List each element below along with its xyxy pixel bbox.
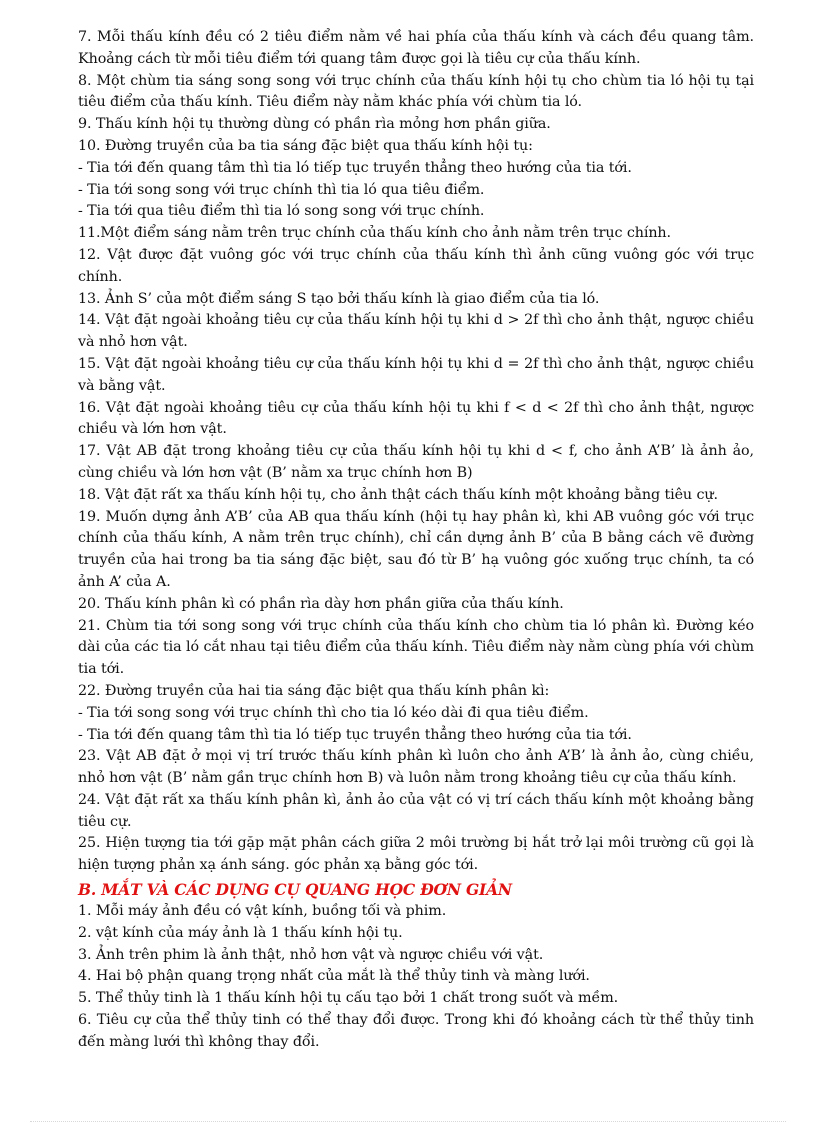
list-item: 19. Muốn dựng ảnh A’B’ của AB qua thấu kính (hội tụ hay phân kì, khi AB vuông góc với trục chính của thấu kính, A nằm trên trục chính), chỉ cần dựng ảnh B’ của B bằng cách vẽ đường truyền của hai trong ba tia sáng đặc biệt, sau đó từ B’ hạ vuông góc xuống trục chính, ta có ảnh A’ của A.	[78, 508, 754, 590]
list-item: 3. Ảnh trên phim là ảnh thật, nhỏ hơn vật và ngược chiều với vật.	[78, 946, 544, 963]
list-item: 5. Thể thủy tinh là 1 thấu kính hội tụ cấu tạo bởi 1 chất trong suốt và mềm.	[78, 990, 619, 1007]
document-body	[78, 27, 754, 1054]
list-item: 14. Vật đặt ngoài khoảng tiêu cự của thấu kính hội tụ khi d > 2f thì cho ảnh thật, ngược chiều và nhỏ hơn vật.	[78, 312, 754, 351]
list-item: - Tia tới đến quang tâm thì tia ló tiếp tục truyền thẳng theo hướng của tia tới.	[78, 159, 632, 176]
list-item: 11.Một điểm sáng nằm trên trục chính của thấu kính cho ảnh nằm trên trục chính.	[78, 225, 671, 242]
list-item: 1. Mỗi máy ảnh đều có vật kính, buồng tối và phim.	[78, 903, 447, 920]
list-item: 12. Vật được đặt vuông góc với trục chính của thấu kính thì ảnh cũng vuông góc với trục chính.	[78, 246, 754, 285]
list-item: - Tia tới song song với trục chính thì tia ló qua tiêu điểm.	[78, 181, 485, 198]
section-a-items	[78, 27, 754, 877]
list-item: 15. Vật đặt ngoài khoảng tiêu cự của thấu kính hội tụ khi d = 2f thì cho ảnh thật, ngược chiều và bằng vật.	[78, 355, 754, 394]
list-item: 6. Tiêu cự của thể thủy tinh có thể thay đổi được. Trong khi đó khoảng cách từ thể thủy tinh đến màng lưới thì không thay đổi.	[78, 1012, 754, 1050]
list-item: - Tia tới qua tiêu điểm thì tia ló song song với trục chính.	[78, 203, 485, 220]
list-item: 21. Chùm tia tới song song với trục chính của thấu kính cho chùm tia ló phân kì. Đường kéo dài của các tia ló cắt nhau tại tiêu điểm của thấu kính. Tiêu điểm này nằm cùng phía với chùm tia tới.	[78, 617, 754, 678]
list-item: 24. Vật đặt rất xa thấu kính phân kì, ảnh ảo của vật có vị trí cách thấu kính một khoảng bằng tiêu cự.	[78, 791, 754, 830]
list-item: 9. Thấu kính hội tụ thường dùng có phần rìa mỏng hơn phần giữa.	[78, 116, 551, 133]
list-item: 25. Hiện tượng tia tới gặp mặt phân cách giữa 2 môi trường bị hắt trở lại môi trường cũ gọi là hiện tượng phản xạ ánh sáng. góc phản xạ bằng góc tới.	[78, 835, 754, 874]
list-item: 4. Hai bộ phận quang trọng nhất của mắt là thể thủy tinh và màng lưới.	[78, 968, 590, 985]
list-item: 10. Đường truyền của ba tia sáng đặc biệt qua thấu kính hội tụ:	[78, 137, 533, 154]
list-item: 8. Một chùm tia sáng song song với trục chính của thấu kính hội tụ cho chùm tia ló hội tụ tại tiêu điểm của thấu kính. Tiêu điểm này nằm khác phía với chùm tia ló.	[78, 72, 754, 111]
section-b-heading: B. MẮT VÀ CÁC DỤNG CỤ QUANG HỌC ĐƠN GIẢN	[78, 880, 512, 900]
list-item: 16. Vật đặt ngoài khoảng tiêu cự của thấu kính hội tụ khi f < d < 2f thì cho ảnh thật, ngược chiều và lớn hơn vật.	[78, 399, 754, 438]
section-b-items	[78, 901, 754, 1054]
list-item: 23. Vật AB đặt ở mọi vị trí trước thấu kính phân kì luôn cho ảnh A’B’ là ảnh ảo, cùng chiều, nhỏ hơn vật (B’ nằm gần trục chính hơn B) và luôn nằm trong khoảng tiêu cự của thấu kính.	[78, 748, 754, 787]
list-item: 18. Vật đặt rất xa thấu kính hội tụ, cho ảnh thật cách thấu kính một khoảng bằng tiêu cự.	[78, 486, 718, 503]
list-item: - Tia tới đến quang tâm thì tia ló tiếp tục truyền thẳng theo hướng của tia tới.	[78, 726, 632, 743]
list-item: 22. Đường truyền của hai tia sáng đặc biệt qua thấu kính phân kì:	[78, 682, 550, 699]
list-item: 20. Thấu kính phân kì có phần rìa dày hơn phần giữa của thấu kính.	[78, 595, 564, 612]
page-footer-divider	[30, 1121, 786, 1122]
list-item: 7. Mỗi thấu kính đều có 2 tiêu điểm nằm về hai phía của thấu kính và cách đều quang tâm. Khoảng cách từ mỗi tiêu điểm tới quang tâm được gọi là tiêu cự của thấu kính.	[78, 29, 754, 67]
list-item: 13. Ảnh S’ của một điểm sáng S tạo bởi thấu kính là giao điểm của tia ló.	[78, 290, 600, 307]
list-item: 17. Vật AB đặt trong khoảng tiêu cự của thấu kính hội tụ khi d < f, cho ảnh A’B’ là ảnh ảo, cùng chiều và lớn hơn vật (B’ nằm xa trục chính hơn B)	[78, 443, 754, 481]
list-item: 2. vật kính của máy ảnh là 1 thấu kính hội tụ.	[78, 924, 403, 941]
list-item: - Tia tới song song với trục chính thì cho tia ló kéo dài đi qua tiêu điểm.	[78, 704, 589, 721]
